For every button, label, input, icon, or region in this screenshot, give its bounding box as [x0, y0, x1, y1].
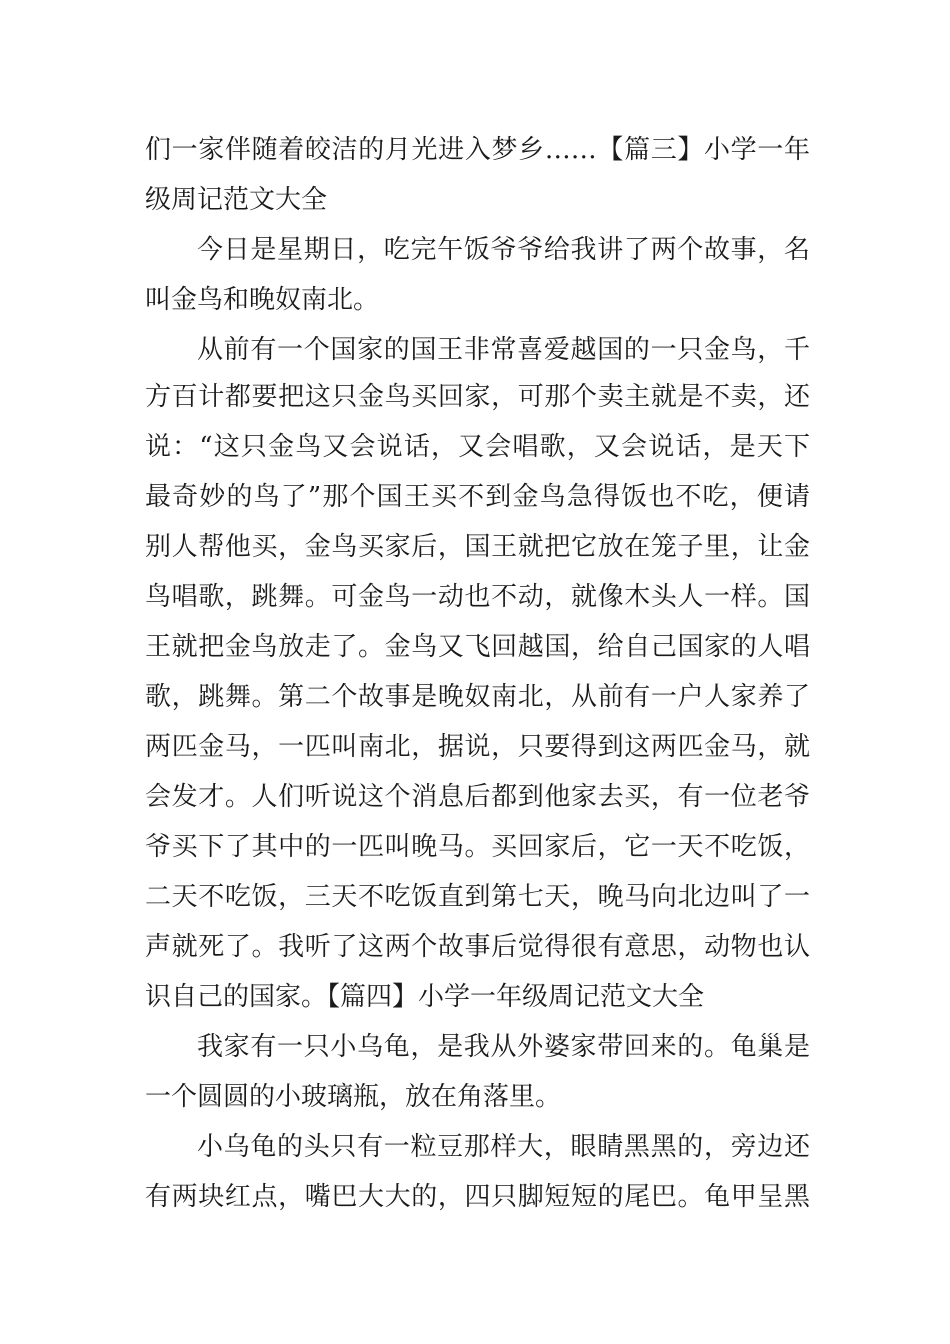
- text-line: 鸟唱歌，跳舞。可金鸟一动也不动，就像木头人一样。国: [145, 582, 810, 612]
- text-line: 们一家伴随着皎洁的月光进入梦乡……【篇三】小学一年: [145, 135, 810, 165]
- text-line: 声就死了。我听了这两个故事后觉得很有意思，动物也认: [145, 932, 810, 962]
- text-line: 说：“这只金鸟又会说话，又会唱歌，又会说话，是天下: [145, 432, 810, 462]
- text-line: 二天不吃饭，三天不吃饭直到第七天，晚马向北边叫了一: [145, 882, 810, 912]
- text-line: 歌，跳舞。第二个故事是晚奴南北，从前有一户人家养了: [145, 682, 810, 712]
- text-line: 两匹金马，一匹叫南北，据说，只要得到这两匹金马，就: [145, 732, 810, 762]
- text-line: 叫金鸟和晚奴南北。: [145, 285, 380, 315]
- paragraph-first-line: 今日是星期日，吃完午饭爷爷给我讲了两个故事，名: [197, 235, 810, 265]
- text-line: 最奇妙的鸟了”那个国王买不到金鸟急得饭也不吃，便请: [145, 482, 810, 512]
- paragraph-first-line: 从前有一个国家的国王非常喜爱越国的一只金鸟，千: [197, 335, 810, 365]
- text-line: 级周记范文大全: [145, 185, 328, 215]
- text-line: 方百计都要把这只金鸟买回家，可那个卖主就是不卖，还: [145, 382, 810, 412]
- text-line: 别人帮他买，金鸟买家后，国王就把它放在笼子里，让金: [145, 532, 810, 562]
- text-line: 爷买下了其中的一匹叫晚马。买回家后，它一天不吃饭，: [145, 832, 810, 862]
- text-line: 有两块红点，嘴巴大大的，四只脚短短的尾巴。龟甲呈黑: [145, 1182, 810, 1212]
- paragraph-first-line: 我家有一只小乌龟，是我从外婆家带回来的。龟巢是: [197, 1032, 810, 1062]
- text-line: 会发才。人们听说这个消息后都到他家去买，有一位老爷: [145, 782, 810, 812]
- text-line: 一个圆圆的小玻璃瓶，放在角落里。: [145, 1082, 562, 1112]
- paragraph-first-line: 小乌龟的头只有一粒豆那样大，眼睛黑黑的，旁边还: [197, 1132, 810, 1162]
- text-line: 识自己的国家。【篇四】小学一年级周记范文大全: [145, 982, 705, 1012]
- text-line: 王就把金鸟放走了。金鸟又飞回越国，给自己国家的人唱: [145, 632, 810, 662]
